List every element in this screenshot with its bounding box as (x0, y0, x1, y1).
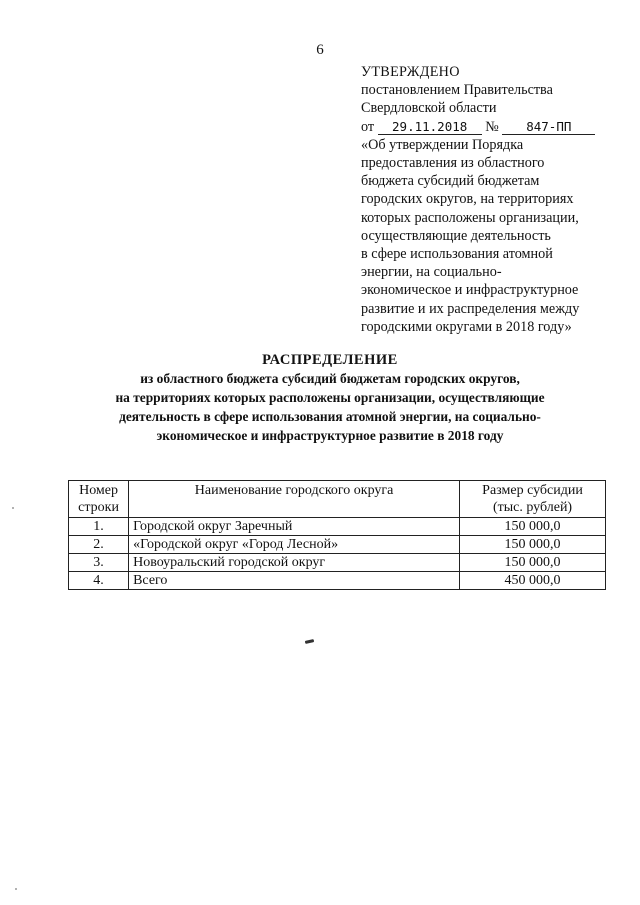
subsidy-amount: 150 000,0 (460, 536, 606, 554)
title-line: деятельность в сфере использования атомной энергии, на социально- (119, 409, 541, 424)
header-amount-line-2: (тыс. рублей) (492, 500, 573, 515)
distribution-table (68, 480, 606, 590)
resolution-line: энергии, на социально- (361, 264, 502, 281)
header-amount-line-1: Размер субсидии (482, 483, 583, 498)
resolution-line: осуществляющие деятельность (361, 227, 551, 244)
table-row (69, 536, 606, 554)
subsidy-amount: 150 000,0 (460, 554, 606, 572)
header-name-text: Наименование городского округа (194, 483, 394, 498)
district-name: Городской округ Заречный (129, 518, 460, 536)
resolution-line: которых расположены организации, (361, 209, 579, 226)
resolution-line: «Об утверждении Порядка (361, 136, 524, 153)
date-prefix: от (361, 118, 375, 135)
header-subsidy-amount (460, 481, 606, 518)
approval-date: 29.11.2018 (378, 119, 482, 135)
row-number: 1. (69, 518, 129, 536)
row-number: 3. (69, 554, 129, 572)
district-name: «Городской округ «Город Лесной» (129, 536, 460, 554)
scan-speck (12, 507, 14, 509)
document-title (60, 352, 600, 445)
table-header-row (69, 481, 606, 518)
header-district-name (129, 481, 460, 518)
table-row (69, 518, 606, 536)
scan-speck (15, 888, 17, 890)
pen-mark (305, 639, 314, 644)
header-num-line-1: Номер (79, 483, 118, 498)
resolution-line: городских округов, на территориях (361, 191, 574, 208)
title-line: экономическое и инфраструктурное развитие в 2018 году (156, 428, 504, 443)
resolution-line: в сфере использования атомной (361, 246, 553, 263)
approval-line-2: Свердловской области (361, 100, 497, 117)
table-row-total (69, 572, 606, 590)
approval-block (361, 63, 621, 336)
row-number: 4. (69, 572, 129, 590)
title-line: на территориях которых расположены организации, осуществляющие (115, 390, 545, 405)
approval-number: 847-ПП (502, 119, 595, 135)
resolution-line: предоставления из областного (361, 155, 545, 172)
title-heading: РАСПРЕДЕЛЕНИЕ (262, 352, 398, 368)
district-name: Всего (129, 572, 460, 590)
header-row-number (69, 481, 129, 518)
resolution-line: развитие и их распределения между (361, 300, 580, 317)
resolution-line: городскими округами в 2018 году» (361, 318, 572, 335)
header-num-line-2: строки (78, 500, 119, 515)
approval-line-1: постановлением Правительства (361, 82, 553, 99)
subsidy-amount: 150 000,0 (460, 518, 606, 536)
approved-label: УТВЕРЖДЕНО (361, 64, 460, 80)
resolution-line: экономическое и инфраструктурное (361, 282, 579, 299)
title-line: из областного бюджета субсидий бюджетам городских округов, (140, 371, 520, 386)
district-name: Новоуральский городской округ (129, 554, 460, 572)
resolution-line: бюджета субсидий бюджетам (361, 173, 540, 190)
row-number: 2. (69, 536, 129, 554)
page-number: 6 (316, 42, 324, 58)
number-prefix: № (485, 118, 499, 135)
table-row (69, 554, 606, 572)
approval-date-line (361, 118, 621, 136)
subsidy-amount: 450 000,0 (460, 572, 606, 590)
